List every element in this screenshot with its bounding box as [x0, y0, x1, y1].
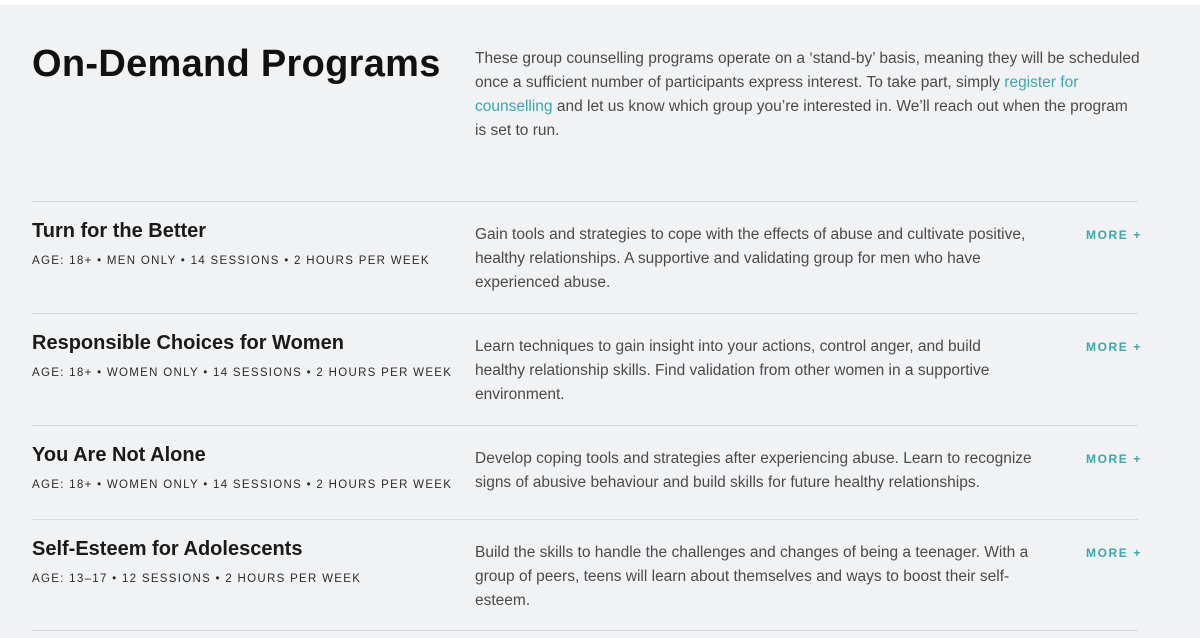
- program-meta: AGE: 18+ • WOMEN ONLY • 14 SESSIONS • 2 HOURS PER WEEK: [32, 367, 453, 379]
- intro-paragraph: [475, 47, 1140, 143]
- intro-text-after: and let us know which group you’re interested in. We’ll reach out when the program is set to run.: [475, 98, 1128, 139]
- program-title: Self-Esteem for Adolescents: [32, 538, 303, 560]
- register-for-counselling-link[interactable]: register for counselling: [475, 74, 1079, 115]
- program-title: Responsible Choices for Women: [32, 332, 344, 354]
- program-row-you-are-not-alone: [32, 425, 1142, 519]
- more-button[interactable]: MORE +: [1086, 228, 1142, 242]
- page-header: [32, 5, 1138, 201]
- intro-text-before: These group counselling programs operate on a ‘stand-by’ basis, meaning they will be scheduled once a sufficient number of participants express interest. To take part, simply: [475, 50, 1140, 91]
- program-title: Turn for the Better: [32, 220, 207, 242]
- more-button[interactable]: MORE +: [1086, 546, 1142, 560]
- page-title: On-Demand Programs: [32, 43, 441, 85]
- program-meta: AGE: 18+ • WOMEN ONLY • 14 SESSIONS • 2 HOURS PER WEEK: [32, 479, 453, 491]
- program-row-turn-for-the-better: [32, 201, 1142, 313]
- program-description: Gain tools and strategies to cope with the effects of abuse and cultivate positive, healthy relationships. A supportive and validating group for men who have experienced abuse.: [475, 226, 1026, 291]
- program-title: You Are Not Alone: [32, 444, 206, 466]
- more-button[interactable]: MORE +: [1086, 340, 1142, 354]
- program-description: Learn techniques to gain insight into your actions, control anger, and build healthy relationship skills. Find validation from other women in a supportive environment.: [475, 338, 990, 403]
- program-description: Develop coping tools and strategies after experiencing abuse. Learn to recognize signs of abusive behaviour and build skills for future healthy relationships.: [475, 450, 1032, 491]
- program-row-responsible-choices-for-women: [32, 313, 1142, 425]
- program-row-self-esteem-for-adolescents: [32, 519, 1142, 631]
- page: [0, 5, 1200, 638]
- more-button[interactable]: MORE +: [1086, 452, 1142, 466]
- program-list: [32, 201, 1142, 631]
- program-meta: AGE: 18+ • MEN ONLY • 14 SESSIONS • 2 HOURS PER WEEK: [32, 255, 430, 267]
- program-meta: AGE: 13–17 • 12 SESSIONS • 2 HOURS PER WEEK: [32, 573, 362, 585]
- program-description: Build the skills to handle the challenges and changes of being a teenager. With a group of peers, teens will learn about themselves and ways to boost their self-esteem.: [475, 544, 1029, 609]
